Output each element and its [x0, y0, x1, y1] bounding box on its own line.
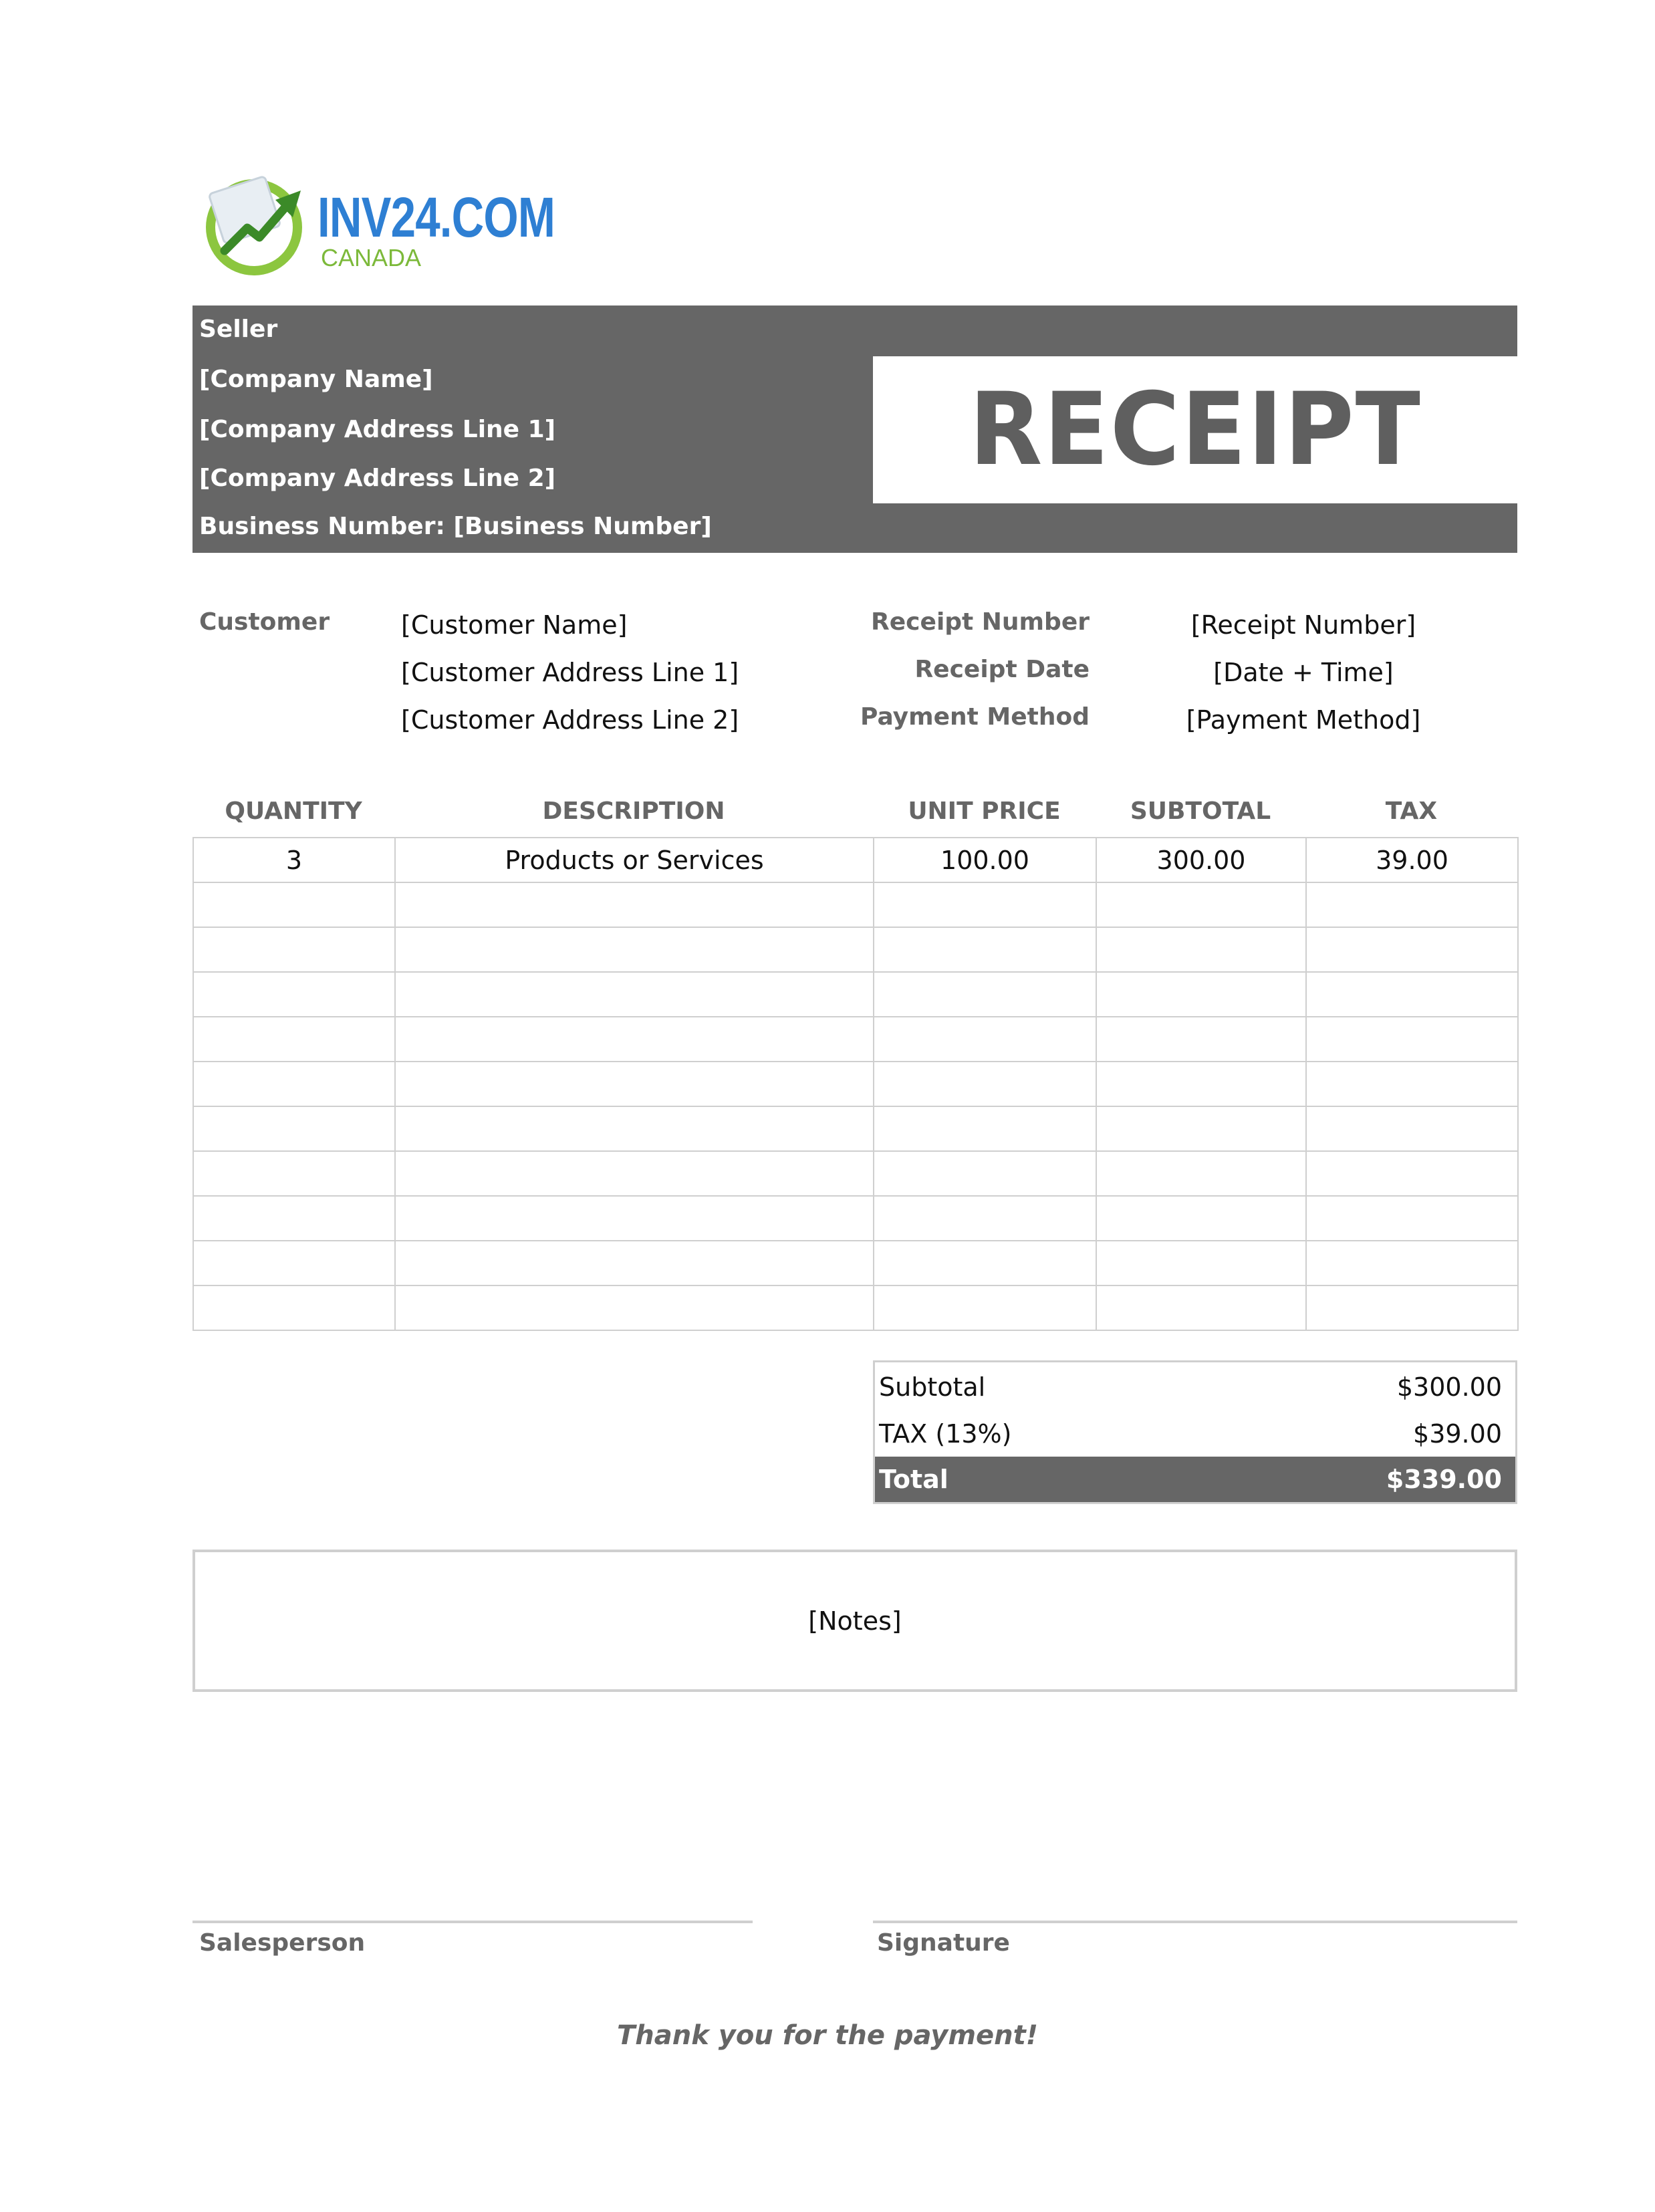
tax-value: $39.00 — [1413, 1419, 1502, 1449]
salesperson-label: Salesperson — [199, 1929, 366, 1957]
cell-unit-price — [874, 1285, 1096, 1330]
column-header-tax: TAX — [1385, 797, 1438, 825]
cell-quantity — [193, 1106, 395, 1151]
notes-box — [193, 1550, 1517, 1692]
thank-you-message: Thank you for the payment! — [616, 2020, 1039, 2051]
cell-quantity: 3 — [193, 838, 395, 882]
cell-description — [395, 1106, 874, 1151]
items-table — [193, 837, 1519, 1331]
cell-description — [395, 1196, 874, 1241]
cell-tax — [1306, 972, 1518, 1017]
cell-unit-price — [874, 1241, 1096, 1285]
notes-text: [Notes] — [808, 1606, 902, 1636]
cell-tax — [1306, 1017, 1518, 1062]
table-row — [193, 882, 1518, 927]
tax-label: TAX (13%) — [879, 1419, 1012, 1449]
cell-unit-price — [874, 1017, 1096, 1062]
receipt-number-label: Receipt Number — [871, 608, 1090, 636]
cell-subtotal — [1096, 1196, 1306, 1241]
cell-unit-price — [874, 972, 1096, 1017]
signature-label: Signature — [877, 1929, 1010, 1957]
cell-description — [395, 927, 874, 972]
cell-subtotal — [1096, 1062, 1306, 1106]
cell-description — [395, 1241, 874, 1285]
cell-quantity — [193, 1151, 395, 1196]
table-row — [193, 972, 1518, 1017]
total-row — [875, 1457, 1515, 1502]
cell-subtotal — [1096, 1151, 1306, 1196]
table-row — [193, 1196, 1518, 1241]
cell-quantity — [193, 1017, 395, 1062]
seller-business-number: Business Number: [Business Number] — [199, 513, 712, 540]
receipt-date-label: Receipt Date — [914, 656, 1090, 683]
page-title: RECEIPT — [969, 372, 1422, 488]
cell-unit-price — [874, 1106, 1096, 1151]
customer-name: [Customer Name] — [401, 610, 628, 640]
cell-tax — [1306, 1106, 1518, 1151]
cell-subtotal: 300.00 — [1096, 838, 1306, 882]
cell-tax — [1306, 1151, 1518, 1196]
cell-unit-price — [874, 927, 1096, 972]
payment-method-value: [Payment Method] — [1186, 705, 1421, 735]
cell-description — [395, 1017, 874, 1062]
table-row — [193, 1017, 1518, 1062]
cell-quantity — [193, 1062, 395, 1106]
cell-quantity — [193, 927, 395, 972]
table-row — [193, 927, 1518, 972]
cell-description — [395, 882, 874, 927]
receipt-date-value: [Date + Time] — [1213, 658, 1394, 687]
cell-quantity — [193, 1241, 395, 1285]
signature-line — [873, 1921, 1517, 1923]
cell-description — [395, 1285, 874, 1330]
chart-arrow-icon — [201, 170, 307, 277]
column-header-subtotal: SUBTOTAL — [1130, 797, 1271, 825]
cell-subtotal — [1096, 972, 1306, 1017]
cell-tax — [1306, 1285, 1518, 1330]
cell-tax — [1306, 927, 1518, 972]
column-header-description: DESCRIPTION — [542, 797, 725, 825]
cell-quantity — [193, 1285, 395, 1330]
total-label: Total — [879, 1465, 948, 1494]
table-row — [193, 1241, 1518, 1285]
seller-address-line-1: [Company Address Line 1] — [199, 416, 556, 443]
payment-method-label: Payment Method — [860, 703, 1090, 731]
totals-box — [873, 1360, 1517, 1504]
total-value: $339.00 — [1386, 1465, 1502, 1494]
customer-address-line-1: [Customer Address Line 1] — [401, 658, 739, 687]
logo-brand-text: INV24.COM — [317, 186, 555, 249]
cell-quantity — [193, 882, 395, 927]
subtotal-value: $300.00 — [1396, 1372, 1502, 1402]
customer-label: Customer — [199, 608, 330, 636]
seller-address-line-2: [Company Address Line 2] — [199, 465, 556, 492]
cell-unit-price: 100.00 — [874, 838, 1096, 882]
cell-quantity — [193, 972, 395, 1017]
tax-row — [875, 1411, 1515, 1457]
company-logo — [201, 170, 555, 277]
seller-heading: Seller — [199, 316, 278, 343]
cell-subtotal — [1096, 882, 1306, 927]
table-row — [193, 838, 1518, 882]
column-header-quantity: QUANTITY — [225, 797, 362, 825]
cell-description — [395, 972, 874, 1017]
cell-description — [395, 1151, 874, 1196]
table-row — [193, 1106, 1518, 1151]
cell-unit-price — [874, 1196, 1096, 1241]
cell-tax — [1306, 882, 1518, 927]
logo-region-text: CANADA — [321, 244, 422, 271]
receipt-number-value: [Receipt Number] — [1190, 610, 1416, 640]
cell-subtotal — [1096, 1017, 1306, 1062]
receipt-title-box — [873, 356, 1517, 503]
table-row — [193, 1285, 1518, 1330]
cell-tax — [1306, 1241, 1518, 1285]
column-header-unit-price: UNIT PRICE — [908, 797, 1061, 825]
cell-description — [395, 1062, 874, 1106]
table-row — [193, 1062, 1518, 1106]
subtotal-label: Subtotal — [879, 1372, 986, 1402]
cell-description: Products or Services — [395, 838, 874, 882]
cell-unit-price — [874, 1062, 1096, 1106]
table-row — [193, 1151, 1518, 1196]
subtotal-row — [875, 1364, 1515, 1410]
cell-unit-price — [874, 882, 1096, 927]
cell-quantity — [193, 1196, 395, 1241]
seller-company-name: [Company Name] — [199, 366, 433, 393]
cell-subtotal — [1096, 1106, 1306, 1151]
cell-subtotal — [1096, 1285, 1306, 1330]
salesperson-line — [193, 1921, 753, 1923]
cell-subtotal — [1096, 927, 1306, 972]
customer-address-line-2: [Customer Address Line 2] — [401, 705, 739, 735]
cell-subtotal — [1096, 1241, 1306, 1285]
cell-unit-price — [874, 1151, 1096, 1196]
cell-tax: 39.00 — [1306, 838, 1518, 882]
cell-tax — [1306, 1196, 1518, 1241]
cell-tax — [1306, 1062, 1518, 1106]
